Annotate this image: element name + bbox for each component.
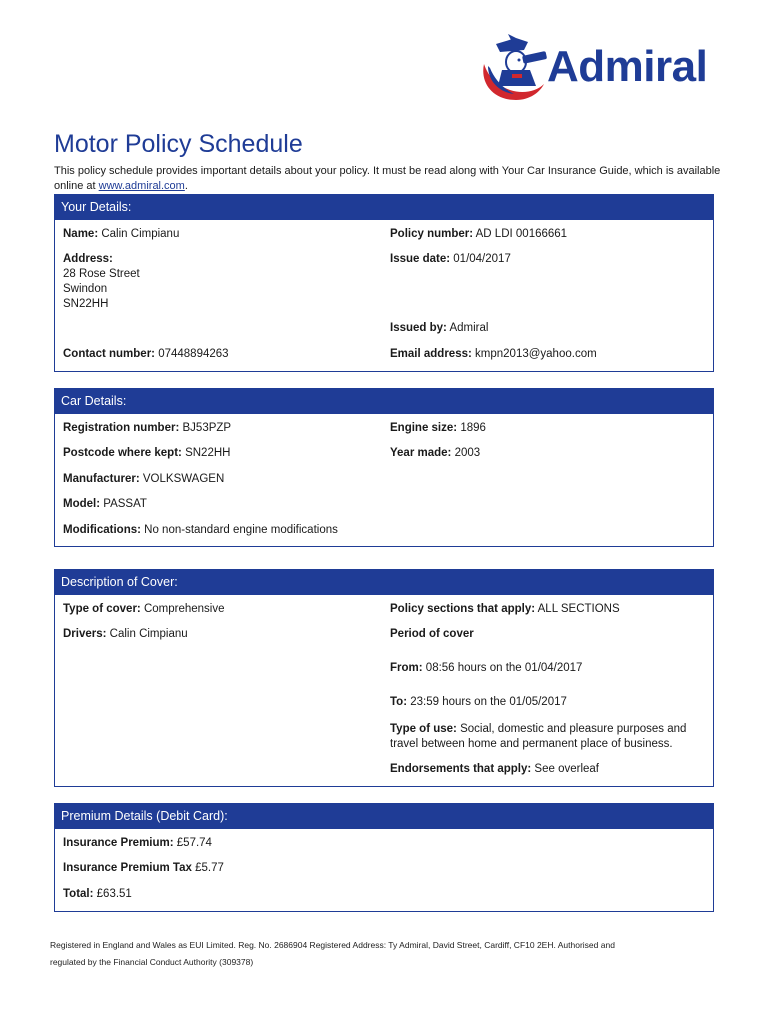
footer-legal [50, 937, 730, 971]
issued-by-value: Admiral [449, 322, 489, 334]
year-made-label: Year made: [390, 447, 452, 459]
insurance-premium-value: £57.74 [176, 837, 212, 849]
policy-number-value: AD LDI 00166661 [475, 228, 568, 240]
insurance-premium-label: Insurance Premium: [63, 837, 174, 849]
type-of-use-label: Type of use: [390, 723, 457, 735]
premium-section [54, 803, 714, 912]
modifications-label: Modifications: [63, 524, 141, 536]
total-value: £63.51 [96, 888, 132, 900]
period-of-cover-label: Period of cover [390, 628, 474, 640]
cover-type-value: Comprehensive [143, 603, 225, 615]
drivers-field [63, 627, 188, 642]
address-line3: SN22HH [63, 298, 109, 310]
cover-from-field [390, 661, 582, 676]
admiral-website-link[interactable]: www.admiral.com [98, 180, 185, 192]
year-made-field [390, 446, 480, 461]
name-value: Calin Cimpianu [101, 228, 180, 240]
insurance-premium-field [63, 836, 212, 851]
premium-header: Premium Details (Debit Card): [55, 804, 713, 829]
contact-value: 07448894263 [158, 348, 229, 360]
manufacturer-label: Manufacturer: [63, 473, 140, 485]
manufacturer-value: VOLKSWAGEN [142, 473, 225, 485]
type-of-use-line1: Social, domestic and pleasure purposes and [460, 723, 687, 735]
endorsements-field [390, 762, 599, 777]
name-field [63, 227, 179, 242]
registration-value: BJ53PZP [182, 422, 232, 434]
address-line1: 28 Rose Street [63, 268, 140, 280]
issue-date-label: Issue date: [390, 253, 451, 265]
email-value: kmpn2013@yahoo.com [475, 348, 597, 360]
your-details-header: Your Details: [55, 195, 713, 220]
policy-number-label: Policy number: [390, 228, 474, 240]
cover-header: Description of Cover: [55, 570, 713, 595]
registration-label: Registration number: [63, 422, 180, 434]
drivers-value: Calin Cimpianu [109, 628, 188, 640]
address-label: Address: [63, 253, 113, 265]
premium-tax-value: £5.77 [195, 862, 224, 874]
issue-date-value: 01/04/2017 [453, 253, 511, 265]
footer-line1: Registered in England and Wales as EUI Limited. Reg. No. 2686904 Registered Address: Ty Admiral, David Street, Cardiff, CF10 2EH. Authorised and [50, 940, 615, 950]
email-field [390, 347, 597, 362]
email-label: Email address: [390, 348, 472, 360]
postcode-field [63, 446, 230, 461]
year-made-value: 2003 [454, 447, 481, 459]
issued-by-label: Issued by: [390, 322, 447, 334]
total-label: Total: [63, 888, 94, 900]
type-of-use-field [390, 722, 686, 752]
intro-suffix: . [184, 180, 188, 192]
engine-size-value: 1896 [460, 422, 486, 434]
engine-size-label: Engine size: [390, 422, 458, 434]
cover-from-value: 08:56 hours on the 01/04/2017 [425, 662, 583, 674]
footer-line2: regulated by the Financial Conduct Authority (309378) [50, 957, 254, 967]
car-details-section [54, 388, 714, 547]
period-of-cover-field [390, 627, 474, 642]
car-details-header: Car Details: [55, 389, 713, 414]
modifications-field [63, 523, 338, 538]
model-value: PASSAT [103, 498, 147, 510]
contact-label: Contact number: [63, 348, 155, 360]
cover-from-label: From: [390, 662, 423, 674]
cover-section [54, 569, 714, 787]
address-field [63, 252, 140, 312]
postcode-value: SN22HH [185, 447, 231, 459]
total-field [63, 887, 132, 902]
manufacturer-field [63, 472, 224, 487]
cover-to-label: To: [390, 696, 408, 708]
policy-sections-value: ALL SECTIONS [537, 603, 620, 615]
cover-type-label: Type of cover: [63, 603, 141, 615]
intro-text [54, 164, 724, 194]
address-line2: Swindon [63, 283, 108, 295]
issue-date-field [390, 252, 511, 267]
admiral-figure-icon [478, 30, 558, 108]
endorsements-value: See overleaf [534, 763, 599, 775]
policy-sections-label: Policy sections that apply: [390, 603, 536, 615]
page-title: Motor Policy Schedule [54, 130, 303, 158]
model-label: Model: [63, 498, 101, 510]
issued-by-field [390, 321, 488, 336]
brand-name: Admiral [547, 42, 708, 91]
modifications-value: No non-standard engine modifications [144, 524, 338, 536]
drivers-label: Drivers: [63, 628, 107, 640]
engine-size-field [390, 421, 486, 436]
your-details-section [54, 194, 714, 372]
intro-body: This policy schedule provides important details about your policy. It must be read along with Your Car Insurance Guide, which is available online at [54, 165, 721, 192]
name-label: Name: [63, 228, 99, 240]
model-field [63, 497, 147, 512]
endorsements-label: Endorsements that apply: [390, 763, 532, 775]
cover-to-field [390, 695, 567, 710]
cover-type-field [63, 602, 225, 617]
type-of-use-line2: travel between home and permanent place of business. [390, 738, 673, 750]
policy-number-field [390, 227, 567, 242]
postcode-label: Postcode where kept: [63, 447, 182, 459]
premium-tax-label: Insurance Premium Tax [63, 862, 192, 874]
policy-sections-field [390, 602, 620, 617]
premium-tax-field [63, 861, 224, 876]
contact-field [63, 347, 229, 362]
cover-to-value: 23:59 hours on the 01/05/2017 [410, 696, 567, 708]
registration-field [63, 421, 231, 436]
